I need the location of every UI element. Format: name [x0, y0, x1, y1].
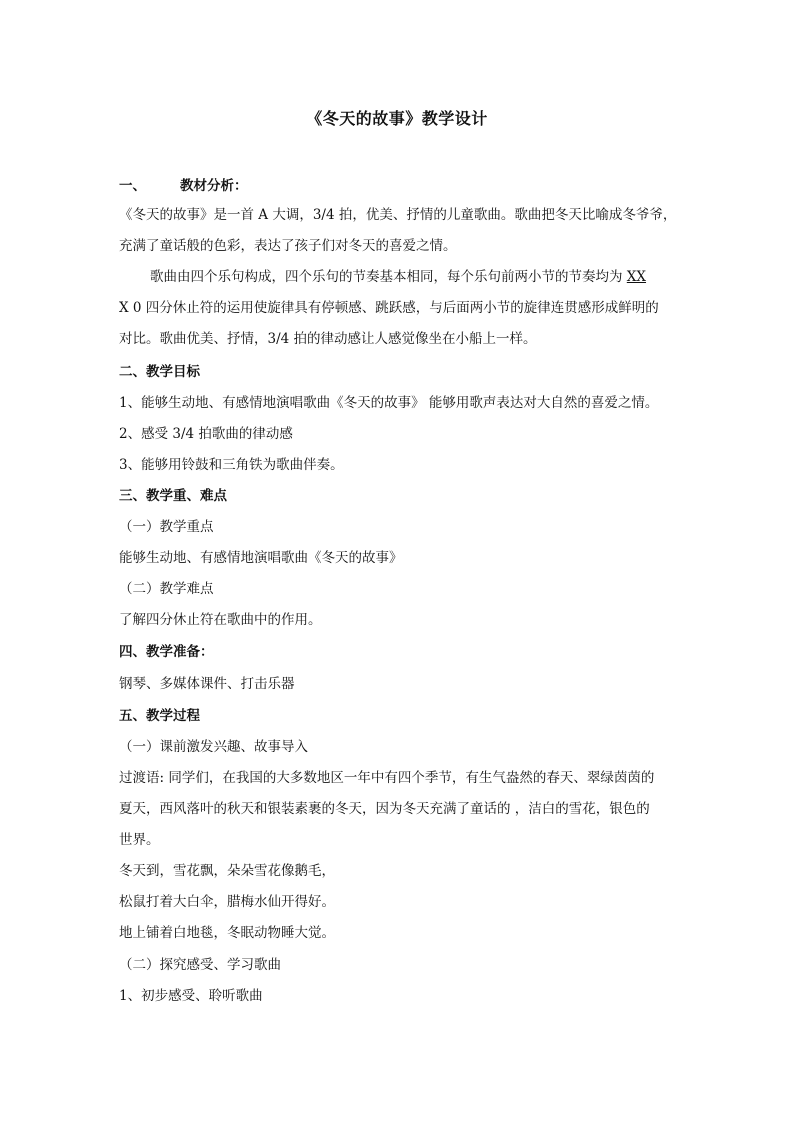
section-title: 教材分析：	[180, 178, 248, 194]
poem-line: 松鼠打着大白伞，腊梅水仙开得好。	[119, 894, 335, 910]
paragraph-line	[150, 267, 710, 287]
section-number: 一、	[119, 178, 146, 194]
paragraph-line: 过渡语: 同学们，在我国的大多数地区一年中有四个季节，有生气盎然的春天、翠绿茵茵的	[119, 770, 655, 786]
subheading: （一）课前激发兴趣、故事导入	[119, 739, 308, 755]
subheading: （二）探究感受、学习歌曲	[119, 957, 281, 973]
poem-line: 冬天到，雪花飘，朵朵雪花像鹅毛，	[119, 863, 335, 879]
paragraph-text: 歌曲由四个乐句构成，四个乐句的节奏基本相同，每个乐句前两小节的节奏均为	[150, 269, 623, 285]
subheading: （二）教学难点	[119, 581, 214, 597]
section-heading-3: 三、教学重、难点	[119, 488, 227, 504]
paragraph-line: 《冬天的故事》是一首 A 大调，3/4 拍，优美、抒情的儿童歌曲。歌曲把冬天比喻成冬爷爷，	[119, 207, 677, 223]
paragraph-line: 能够生动地、有感情地演唱歌曲《冬天的故事》	[119, 550, 403, 566]
paragraph-line: 夏天，西风落叶的秋天和银装素裹的冬天，因为冬天充满了童话的 ，洁白的雪花，银色的	[119, 801, 650, 817]
rhythm-notation: XX	[626, 269, 647, 285]
poem-line: 地上铺着白地毯，冬眠动物睡大觉。	[119, 925, 335, 941]
section-heading-4: 四、教学准备：	[119, 644, 214, 660]
list-item: 1、初步感受、聆听歌曲	[119, 988, 263, 1004]
section-heading-1	[119, 176, 679, 196]
section-heading-2: 二、教学目标	[119, 364, 200, 380]
goal-item: 1、能够生动地、有感情地演唱歌曲《冬天的故事》 能够用歌声表达对大自然的喜爱之情。	[119, 395, 659, 411]
paragraph-line: 对比。歌曲优美、抒情，3/4 拍的律动感让人感觉像坐在小船上一样。	[119, 331, 537, 347]
document-title: 《冬天的故事》教学设计	[306, 109, 488, 128]
paragraph-line: X 0 四分休止符的运用使旋律具有停顿感、跳跃感，与后面两小节的旋律连贯感形成鲜明的	[119, 300, 659, 316]
subheading: （一）教学重点	[119, 519, 214, 535]
paragraph-line: 了解四分休止符在歌曲中的作用。	[119, 612, 322, 628]
goal-item: 2、感受 3/4 拍歌曲的律动感	[119, 426, 293, 442]
paragraph-line: 钢琴、多媒体课件、打击乐器	[119, 676, 295, 692]
paragraph-line: 世界。	[119, 832, 160, 848]
paragraph-line: 充满了童话般的色彩，表达了孩子们对冬天的喜爱之情。	[119, 238, 457, 254]
goal-item: 3、能够用铃鼓和三角铁为歌曲伴奏。	[119, 457, 344, 473]
section-heading-5: 五、教学过程	[119, 708, 200, 724]
